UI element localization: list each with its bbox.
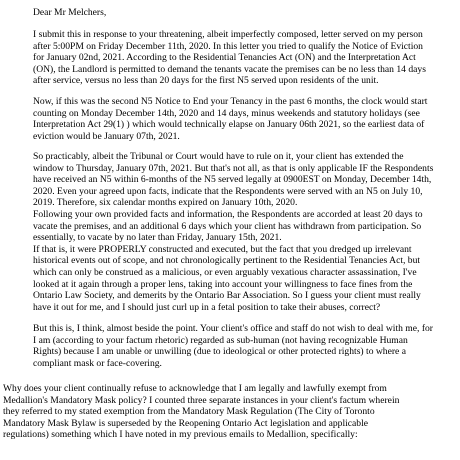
text-line: But this is, I think, almost beside the point. Your client's office and staff do not wish to deal with me, for [33,323,434,334]
text-line: historical events out of scope, and not chronologically pertinent to the Residential Tenancies Act, but [33,255,421,267]
text-line: If that is, it were PROPERLY constructed and executed, but the fact that you dredged up irrelevant [33,243,412,255]
paragraph-4 [33,323,433,369]
paragraph-5 [3,383,399,441]
text-line: Why does your client continually refuse to acknowledge that I am legally and lawfully exempt from [3,383,387,394]
text-line: Ontario Law Society, and demerits by the Ontario Bar Association. So I guess your client must really [33,290,421,302]
text-line: Now, if this was the second N5 Notice to End your Tenancy in the past 6 months, the clock would start [33,96,428,107]
text-line: eviction would be January 07th, 2021. [33,130,180,142]
text-line: which can only be construed as a malicious, or even arguably vexatious character assassination, I've [33,266,417,278]
text-line: I am (according to your factum rhetoric) regarded as sub-human (not having recognizable Human [33,334,408,346]
text-line: So practicably, albeit the Tribunal or Court would have to rule on it, your client has extended the [33,151,404,162]
text-line: have received an N5 within 6-months of the N5 served legally at 0900EST on Monday, December 14th, [33,174,432,186]
text-line: Rights) because I am unable or unwilling (due to ideological or other protected rights) to where a [33,346,406,358]
text-line: window to Thursday, January 07th, 2021. But that's not all, as that is only applicable IF the Respondents [33,162,434,174]
text-line: have it out for me, and I should just curl up in a fetal position to take their abuses, correct? [33,301,381,313]
text-line: Interpretation Act 29(1) ) which would technically elapse on January 06th 2021, so the earliest data of [33,119,425,131]
text-line: essentially, to vacate by no later than Friday, January 15th, 2021. [33,232,282,244]
paragraph-2 [33,96,427,142]
text-line: counting on Monday December 14th, 2020 and 14 days, minus weekends and statutory holidays (see [33,107,420,119]
text-line: regulations) something which I have noted in my previous emails to Medallion, specifically: [3,429,358,441]
text-line: for January 02nd, 2021. According to the Residential Tenancies Act (ON) and the Interpretation Act [33,52,416,64]
text-line: compliant mask or face-covering. [33,357,162,369]
text-line: Following your own provided facts and information, the Respondents are accorded at least 20 days to [33,208,423,220]
paragraph-3 [33,151,433,313]
text-line: 2019. Therefore, six calendar months expired on January 10th, 2020. [33,197,298,209]
salutation: Dear Mr Melchers, [33,7,107,18]
text-line: 2020. Even your agreed upon facts, indicate that the Respondents were served with an N5 on July 10, [33,185,423,197]
text-line: vacate the premises, and an additional 6 days which your client has withdrawn from participation. So [33,220,422,232]
text-line: Medallion's Mandatory Mask policy? I counted three separate instances in your client's factum wherein [3,394,400,406]
text-line: Mandatory Mask Bylaw is superseded by the Reopening Ontario Act legislation and applicable [3,417,369,429]
paragraph-1 [33,29,426,87]
text-line: after service, versus no less than 20 days for the first N5 served upon residents of the unit. [33,75,379,87]
text-line: they referred to my stated exemption from the Mandatory Mask Regulation (The City of Toronto [3,406,375,418]
text-line: I submit this in response to your threatening, albeit imperfectly composed, letter served on my person [33,29,423,40]
text-line: (ON), the Landlord is permitted to demand the tenants vacate the premises can be no less than 14 days [33,63,426,75]
text-line: looked at it again through a proper lens, taking into account your willingness to face fines from the [33,278,413,290]
text-line: after 5:00PM on Friday December 11th, 2020. In this letter you tried to qualify the Notice of Eviction [33,40,423,52]
